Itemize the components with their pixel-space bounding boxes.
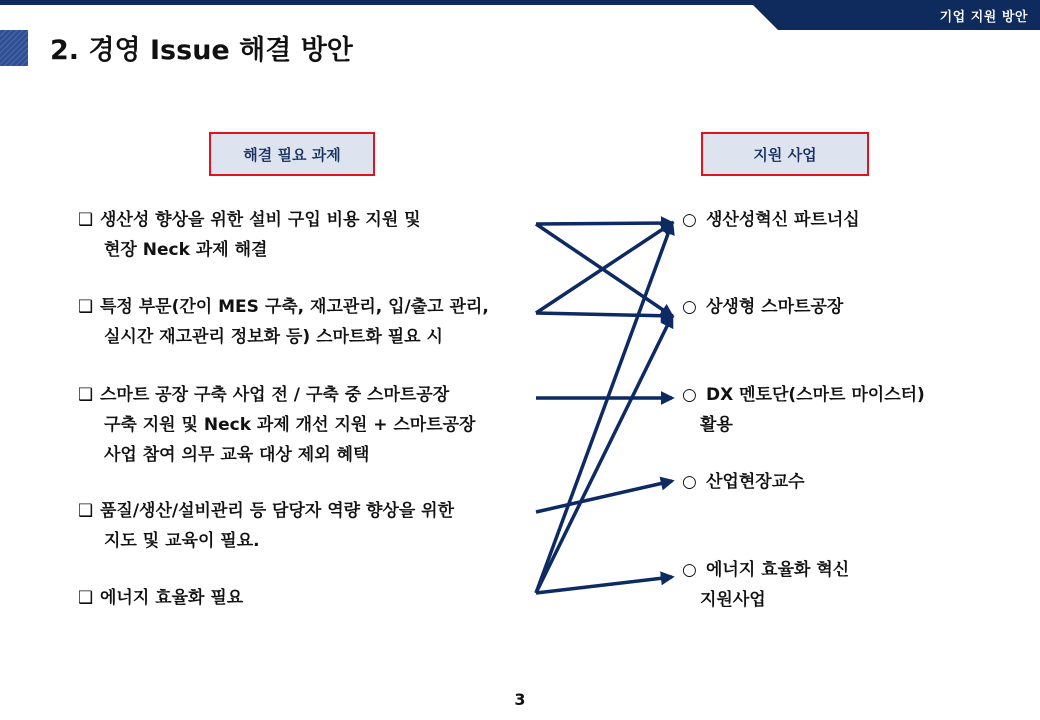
connector-arrow-1-to-1	[536, 223, 672, 224]
connector-arrow-5-to-5	[536, 577, 672, 593]
circle-bullet-icon: ○	[682, 472, 697, 492]
checkbox-bullet-icon: ❑	[78, 588, 94, 608]
checkbox-bullet-icon: ❑	[78, 210, 94, 230]
issue-2-line2: 실시간 재고관리 정보화 등) 스마트화 필요 시	[104, 327, 443, 347]
issue-1-line1: 생산성 향상을 위한 설비 구입 비용 지원 및	[100, 210, 421, 230]
connector-arrow-4-to-4	[536, 481, 672, 512]
issue-4-line1: 품질/생산/설비관리 등 담당자 역량 향상을 위한	[100, 501, 455, 521]
checkbox-bullet-icon: ❑	[78, 501, 94, 521]
page-title: 2. 경영 Issue 해결 방안	[50, 35, 353, 66]
issue-1-line2: 현장 Neck 과제 해결	[104, 240, 268, 260]
support-3-line1: DX 멘토단(스마트 마이스터)	[706, 385, 925, 405]
issue-2-line1: 특정 부문(간이 MES 구축, 재고관리, 입/출고 관리,	[100, 297, 489, 317]
issue-3-line2: 구축 지원 및 Neck 과제 개선 지원 + 스마트공장	[104, 415, 476, 435]
page-number: 3	[514, 690, 526, 709]
connector-arrow-5-to-2	[536, 316, 672, 593]
support-3-line2: 활용	[700, 415, 733, 435]
support-2-line1: 상생형 스마트공장	[706, 297, 844, 317]
support-5-line2: 지원사업	[700, 590, 766, 610]
issue-4-line2: 지도 및 교육이 필요.	[104, 531, 260, 551]
checkbox-bullet-icon: ❑	[78, 297, 94, 317]
circle-bullet-icon: ○	[682, 297, 697, 317]
support-4-line1: 산업현장교수	[706, 472, 805, 492]
issue-3-line1: 스마트 공장 구축 사업 전 / 구축 중 스마트공장	[100, 385, 450, 405]
section-tag: 기업 지원 방안	[939, 10, 1028, 25]
connector-arrow-5-to-1	[536, 223, 672, 593]
checkbox-bullet-icon: ❑	[78, 385, 94, 405]
support-header-label: 지원 사업	[753, 145, 817, 164]
connector-arrow-2-to-2	[536, 313, 672, 316]
circle-bullet-icon: ○	[682, 385, 697, 405]
support-1-line1: 생산성혁신 파트너십	[706, 210, 860, 230]
needs-header-label: 해결 필요 과제	[243, 145, 341, 164]
support-5-line1: 에너지 효율화 혁신	[706, 560, 850, 580]
circle-bullet-icon: ○	[682, 560, 697, 580]
issue-3-line3: 사업 참여 의무 교육 대상 제외 혜택	[104, 445, 370, 465]
circle-bullet-icon: ○	[682, 210, 697, 230]
issue-5-line1: 에너지 효율화 필요	[100, 588, 244, 608]
